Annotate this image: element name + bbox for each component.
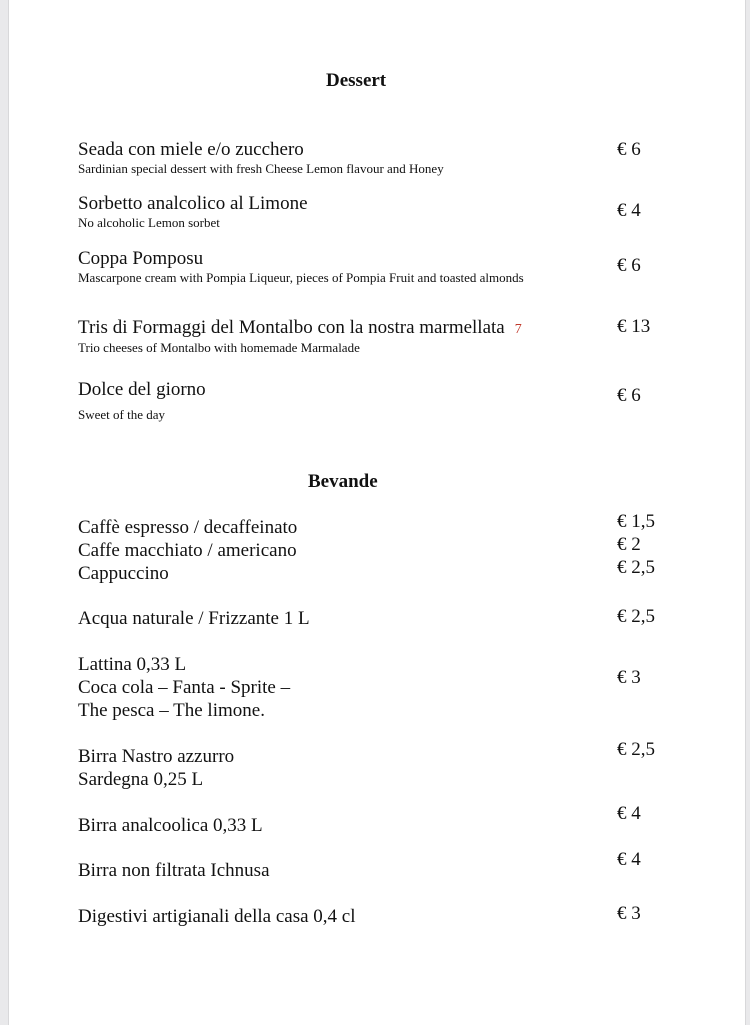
dessert-item-price: € 13	[617, 316, 651, 337]
dessert-item-price: € 6	[617, 139, 641, 160]
bevande-item-line: Birra Nastro azzurro	[78, 746, 235, 767]
bevande-item-price: € 2,5	[617, 557, 655, 578]
bevande-item-price: € 2,5	[617, 606, 655, 627]
bevande-item-line: Acqua naturale / Frizzante 1 L	[78, 608, 310, 629]
dessert-item-desc: Mascarpone cream with Pompia Liqueur, pieces of Pompia Fruit and toasted almonds	[78, 270, 524, 285]
bevande-item-line: Birra non filtrata Ichnusa	[78, 860, 270, 881]
dessert-item-name-text: Tris di Formaggi del Montalbo con la nostra marmellata	[78, 317, 505, 338]
dessert-item-desc: Sardinian special dessert with fresh Cheese Lemon flavour and Honey	[78, 161, 444, 176]
bevande-item-price: € 4	[617, 803, 641, 824]
menu-page	[8, 0, 746, 1025]
bevande-item-line: Digestivi artigianali della casa 0,4 cl	[78, 906, 356, 927]
bevande-item-line: Caffe macchiato / americano	[78, 540, 297, 561]
dessert-item-price: € 6	[617, 255, 641, 276]
bevande-item-line: The pesca – The limone.	[78, 700, 265, 721]
bevande-item-price: € 2	[617, 534, 641, 555]
dessert-item-desc: Sweet of the day	[78, 407, 166, 422]
dessert-item-name: Dolce del giorno	[78, 379, 206, 400]
bevande-item-price: € 3	[617, 903, 641, 924]
dessert-item-name	[78, 316, 522, 341]
bevande-item-price: € 4	[617, 849, 641, 870]
dessert-item-name: Sorbetto analcolico al Limone	[78, 193, 308, 214]
section-title-dessert: Dessert	[326, 70, 387, 91]
dessert-item-price: € 6	[617, 385, 641, 406]
bevande-item-price: € 1,5	[617, 511, 655, 532]
bevande-item-line: Coca cola – Fanta - Sprite –	[78, 677, 291, 698]
dessert-item-desc: Trio cheeses of Montalbo with homemade Marmalade	[78, 340, 360, 355]
dessert-item-name: Coppa Pomposu	[78, 248, 204, 269]
section-title-bevande: Bevande	[308, 471, 378, 492]
dessert-item-desc: No alcoholic Lemon sorbet	[78, 215, 220, 230]
bevande-item-line: Cappuccino	[78, 563, 169, 584]
bevande-item-price: € 3	[617, 667, 641, 688]
bevande-item-line: Lattina 0,33 L	[78, 654, 187, 675]
bevande-item-line: Birra analcoolica 0,33 L	[78, 815, 263, 836]
allergen-marker: 7	[514, 322, 522, 337]
dessert-item-price: € 4	[617, 200, 641, 221]
bevande-item-price: € 2,5	[617, 739, 655, 760]
bevande-item-line: Sardegna 0,25 L	[78, 769, 204, 790]
bevande-item-line: Caffè espresso / decaffeinato	[78, 517, 298, 538]
dessert-item-name: Seada con miele e/o zucchero	[78, 139, 304, 160]
